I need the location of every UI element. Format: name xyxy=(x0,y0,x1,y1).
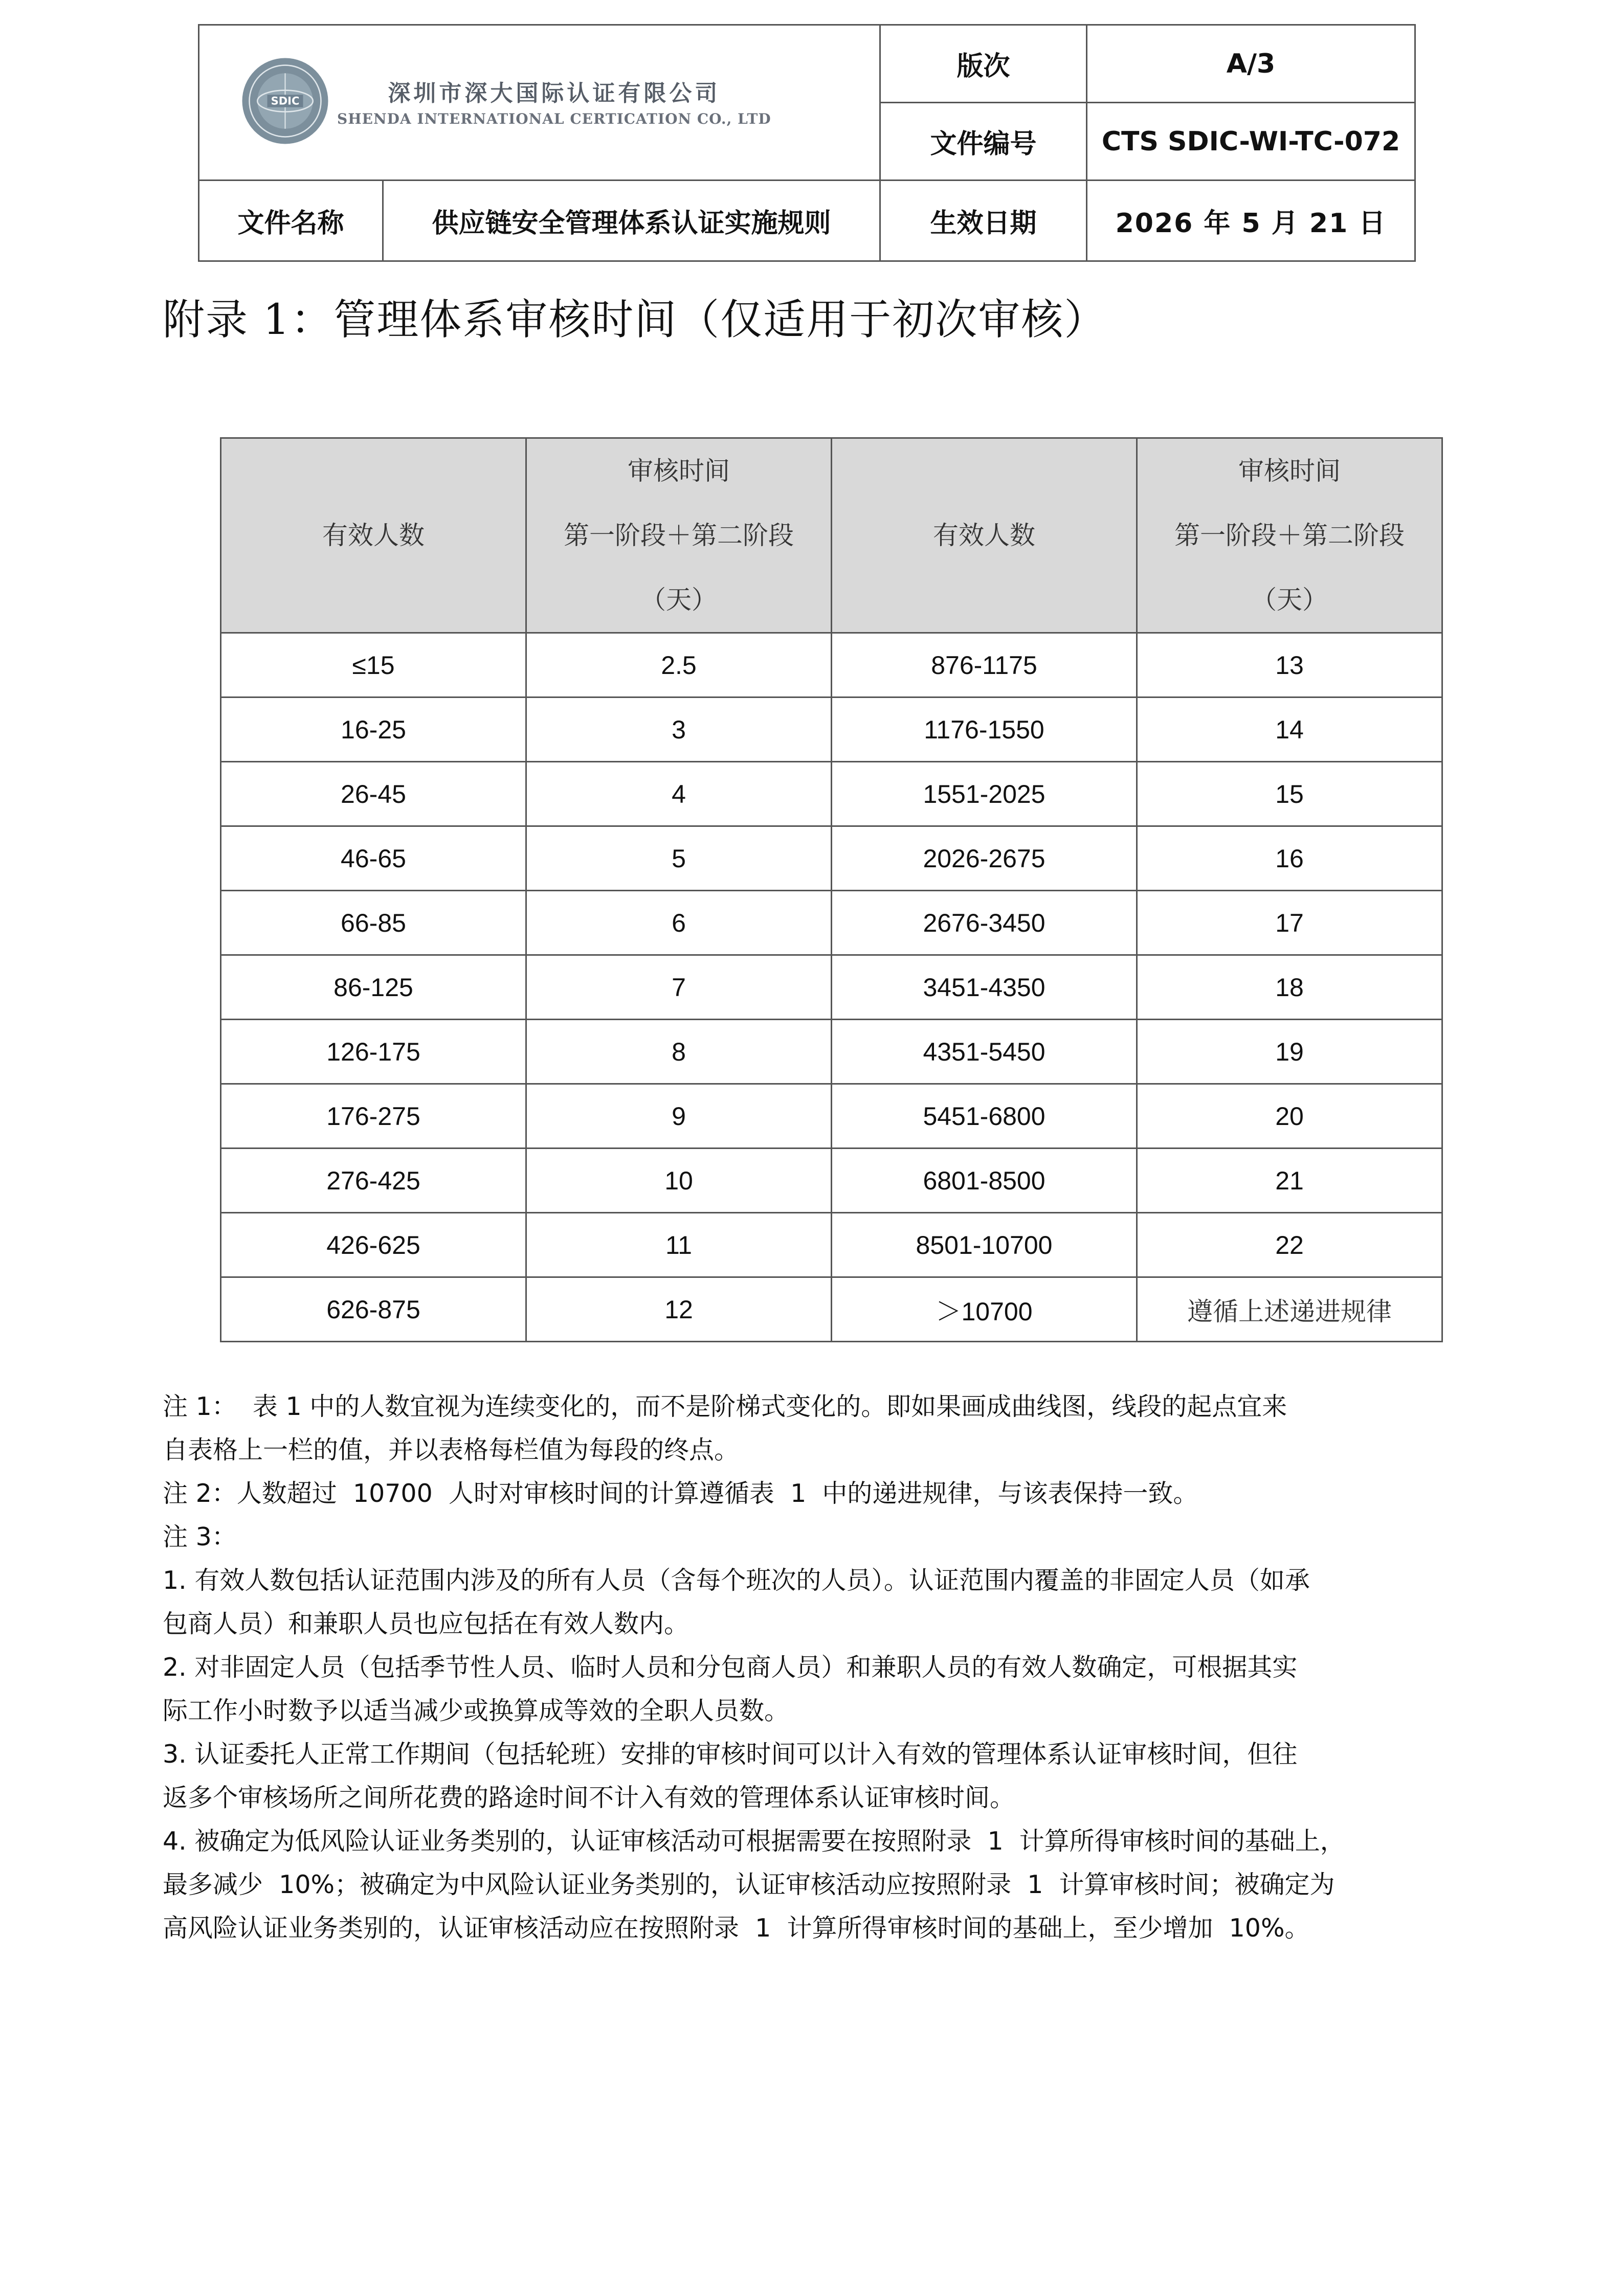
table-cell: 6801-8500 xyxy=(832,1149,1137,1213)
note-line: 高风险认证业务类别的，认证审核活动应在按照附录 1 计算所得审核时间的基础上，至少增加 10%。 xyxy=(163,1914,1310,1943)
note-line: 包商人员）和兼职人员也应包括在有效人数内。 xyxy=(163,1609,689,1638)
table-cell: 176-275 xyxy=(221,1084,526,1149)
table-cell: 6 xyxy=(526,891,832,955)
table-cell: 19 xyxy=(1137,1020,1442,1084)
table-cell: 18 xyxy=(1137,955,1442,1020)
table-cell: 126-175 xyxy=(221,1020,526,1084)
note-line: 际工作小时数予以适当减少或换算成等效的全职人员数。 xyxy=(163,1696,790,1725)
table-row xyxy=(221,1020,1442,1084)
table-cell: 15 xyxy=(1137,762,1442,826)
company-seal-icon xyxy=(240,56,330,146)
table-cell: 86-125 xyxy=(221,955,526,1020)
document-header-table xyxy=(198,24,1416,262)
appendix-title: 附录 1：管理体系审核时间（仅适用于初次审核） xyxy=(163,296,1107,344)
table-cell: 20 xyxy=(1137,1084,1442,1149)
table-cell: 16-25 xyxy=(221,697,526,762)
company-logo-cell xyxy=(199,25,880,181)
table-cell: ＞10700 xyxy=(832,1277,1137,1342)
doc-name-label: 文件名称 xyxy=(199,181,383,261)
table-cell: 12 xyxy=(526,1277,832,1342)
note-line: 4. 被确定为低风险认证业务类别的，认证审核活动可根据需要在按照附录 1 计算所得审核时间的基础上， xyxy=(163,1827,1345,1856)
table-row xyxy=(221,955,1442,1020)
notes-section xyxy=(163,1385,1482,1950)
table-cell: ≤15 xyxy=(221,633,526,697)
table-row xyxy=(221,697,1442,762)
table-row xyxy=(221,891,1442,955)
table-row xyxy=(221,826,1442,891)
table-cell: 2.5 xyxy=(526,633,832,697)
note-line: 注 3： xyxy=(163,1522,237,1551)
table-cell: 3 xyxy=(526,697,832,762)
table-cell: 876-1175 xyxy=(832,633,1137,697)
table-cell: 16 xyxy=(1137,826,1442,891)
table-cell: 4 xyxy=(526,762,832,826)
table-cell: 426-625 xyxy=(221,1213,526,1277)
table-row xyxy=(221,633,1442,697)
version-label: 版次 xyxy=(880,25,1087,103)
table-cell: 276-425 xyxy=(221,1149,526,1213)
table-row xyxy=(221,1084,1442,1149)
table-cell: 22 xyxy=(1137,1213,1442,1277)
note-line: 1. 有效人数包括认证范围内涉及的所有人员（含每个班次的人员）。认证范围内覆盖的非固定人员（如承 xyxy=(163,1566,1310,1595)
note-line: 最多减少 10%；被确定为中风险认证业务类别的，认证审核活动应按照附录 1 计算审核时间；被确定为 xyxy=(163,1870,1335,1899)
table-row xyxy=(221,1213,1442,1277)
table-cell: 46-65 xyxy=(221,826,526,891)
table-cell: 10 xyxy=(526,1149,832,1213)
table-cell: 26-45 xyxy=(221,762,526,826)
header-audit-time-1: 审核时间 第一阶段＋第二阶段 （天） xyxy=(526,438,832,633)
table-cell: 8501-10700 xyxy=(832,1213,1137,1277)
table-cell: 2676-3450 xyxy=(832,891,1137,955)
note-line: 注 2：人数超过 10700 人时对审核时间的计算遵循表 1 中的递进规律，与该表保持一致。 xyxy=(163,1479,1198,1508)
table-cell: 11 xyxy=(526,1213,832,1277)
version-value: A/3 xyxy=(1087,25,1415,103)
doc-number-label: 文件编号 xyxy=(880,103,1087,181)
table-cell: 626-875 xyxy=(221,1277,526,1342)
doc-name-value: 供应链安全管理体系认证实施规则 xyxy=(383,181,880,261)
company-name-en: SHENDA INTERNATIONAL CERTICATION CO., LTD xyxy=(337,110,771,127)
svg-text:SDIC: SDIC xyxy=(271,95,300,107)
company-name-cn: 深圳市深大国际认证有限公司 xyxy=(388,80,721,106)
table-row xyxy=(221,1149,1442,1213)
table-row xyxy=(221,1277,1442,1342)
table-cell: 14 xyxy=(1137,697,1442,762)
table-cell: 8 xyxy=(526,1020,832,1084)
header-effective-staff-2: 有效人数 xyxy=(832,438,1137,633)
note-line: 返多个审核场所之间所花费的路途时间不计入有效的管理体系认证审核时间。 xyxy=(163,1783,1015,1812)
table-cell: 1176-1550 xyxy=(832,697,1137,762)
note-line: 2. 对非固定人员（包括季节性人员、临时人员和分包商人员）和兼职人员的有效人数确定，可根据其实 xyxy=(163,1653,1298,1682)
table-cell: 13 xyxy=(1137,633,1442,697)
audit-time-table xyxy=(220,437,1443,1342)
effective-date-label: 生效日期 xyxy=(880,181,1087,261)
header-audit-time-2: 审核时间 第一阶段＋第二阶段 （天） xyxy=(1137,438,1442,633)
table-row xyxy=(221,762,1442,826)
table-cell: 5451-6800 xyxy=(832,1084,1137,1149)
table-cell: 1551-2025 xyxy=(832,762,1137,826)
table-cell: 2026-2675 xyxy=(832,826,1137,891)
table-cell: 遵循上述递进规律 xyxy=(1137,1277,1442,1342)
note-line: 自表格上一栏的值，并以表格每栏值为每段的终点。 xyxy=(163,1435,740,1465)
table-cell: 3451-4350 xyxy=(832,955,1137,1020)
table-cell: 4351-5450 xyxy=(832,1020,1137,1084)
table-cell: 21 xyxy=(1137,1149,1442,1213)
effective-date-value: 2026 年 5 月 21 日 xyxy=(1087,181,1415,261)
doc-number-value: CTS SDIC-WI-TC-072 xyxy=(1087,103,1415,181)
table-cell: 9 xyxy=(526,1084,832,1149)
company-logo xyxy=(240,56,771,146)
table-cell: 5 xyxy=(526,826,832,891)
table-cell: 7 xyxy=(526,955,832,1020)
table-cell: 66-85 xyxy=(221,891,526,955)
note-line: 注 1： 表 1 中的人数宜视为连续变化的，而不是阶梯式变化的。即如果画成曲线图，线段的起点宜来 xyxy=(163,1392,1287,1421)
note-line: 3. 认证委托人正常工作期间（包括轮班）安排的审核时间可以计入有效的管理体系认证审核时间，但往 xyxy=(163,1740,1298,1769)
header-effective-staff-1: 有效人数 xyxy=(221,438,526,633)
table-cell: 17 xyxy=(1137,891,1442,955)
